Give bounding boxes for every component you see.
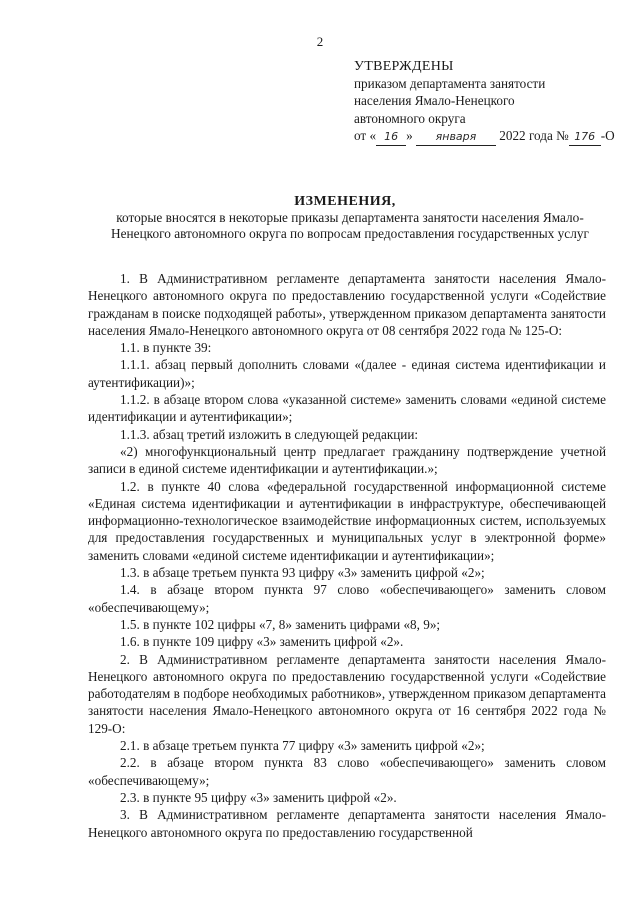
page-number: 2 bbox=[316, 34, 324, 49]
paragraph: «2) многофункциональный центр предлагает гражданину подтверждение учетной записи в единой системе идентификации и аутентификации.»; bbox=[88, 443, 606, 477]
date-month-field bbox=[416, 127, 496, 146]
order-suffix: -О bbox=[600, 127, 615, 143]
date-prefix: от « bbox=[354, 127, 377, 143]
approval-heading: УТВЕРЖДЕНЫ bbox=[354, 59, 454, 74]
paragraph: 1.4. в абзаце втором пункта 97 слово «обеспечивающего» заменить словом «обеспечивающему»; bbox=[88, 582, 606, 615]
paragraph: 1.3. в абзаце третьем пункта 93 цифру «3» заменить цифрой «2»; bbox=[120, 565, 485, 581]
approval-line-2: населения Ямало-Ненецкого bbox=[354, 93, 515, 109]
order-number-handwritten: 176 bbox=[574, 129, 596, 143]
order-number-field bbox=[569, 127, 601, 146]
paragraph: 3. В Административном регламенте департамента занятости населения Ямало-Ненецкого автономного округа по предоставлению государственной bbox=[88, 807, 606, 840]
paragraph: 2. В Административном регламенте департамента занятости населения Ямало-Ненецкого автономного округа по предоставлению государственной услуги «Содействие работодателям в подборе необходимых работников», утвержденном приказом департамента занятости населения Ямало-Ненецкого автономного округа от 16 сентября 2022 года № 129-О: bbox=[88, 651, 606, 736]
date-month-handwritten: января bbox=[435, 129, 477, 143]
paragraph: 1.1. в пункте 39: bbox=[120, 340, 212, 356]
date-day-handwritten: 16 bbox=[384, 129, 399, 143]
paragraph: 1.1.3. абзац третий изложить в следующей редакции: bbox=[120, 426, 419, 442]
date-year: 2022 года № bbox=[499, 127, 569, 143]
approval-line-3: автономного округа bbox=[354, 110, 466, 126]
date-mid: » bbox=[406, 127, 413, 143]
paragraph: 1.5. в пункте 102 цифры «7, 8» заменить цифрами «8, 9»; bbox=[120, 616, 441, 632]
paragraph: 1.1.2. в абзаце втором слова «указанной системе» заменить словами «единой системе идентификации и аутентификации»; bbox=[88, 392, 606, 425]
approval-date-line bbox=[354, 127, 624, 146]
paragraph: 2.3. в пункте 95 цифру «3» заменить цифрой «2». bbox=[120, 789, 397, 805]
date-day-field bbox=[376, 127, 406, 146]
paragraph: 1.6. в пункте 109 цифру «3» заменить цифрой «2». bbox=[120, 634, 404, 650]
approval-block bbox=[354, 58, 624, 146]
paragraph: 2.2. в абзаце втором пункта 83 слово «обеспечивающего» заменить словом «обеспечивающему»; bbox=[88, 755, 606, 788]
paragraph: 2.1. в абзаце третьем пункта 77 цифру «3» заменить цифрой «2»; bbox=[120, 738, 485, 754]
document-title: ИЗМЕНЕНИЯ, bbox=[294, 194, 396, 209]
paragraph: 1. В Административном регламенте департамента занятости населения Ямало-Ненецкого автономного округа по предоставлению государственной услуги «Содействие гражданам в поиске подходящей работы», утвержденном приказом департамента занятости населения Ямало-Ненецкого автономного округа от 08 сентября 2022 года № 125-О: bbox=[88, 271, 606, 338]
paragraph: 1.2. в пункте 40 слова «федеральной государственной информационной системе «Единая система идентификации и аутентификации в инфраструктуре, обеспечивающей информационно-технологическое взаимодействие информационных систем, используемых для предоставления государственных и муниципальных услуг в электронной форме» заменить словами «единой системе идентификации и аутентификации»; bbox=[88, 478, 606, 563]
paragraph: 1.1.1. абзац первый дополнить словами «(далее - единая система идентификации и аутентификации)»; bbox=[88, 357, 606, 390]
document-subtitle: которые вносятся в некоторые приказы департамента занятости населения Ямало-Ненецкого автономного округа по вопросам предоставления государственных услуг bbox=[111, 210, 589, 241]
document-body bbox=[88, 270, 606, 841]
approval-line-1: приказом департамента занятости bbox=[354, 76, 546, 92]
